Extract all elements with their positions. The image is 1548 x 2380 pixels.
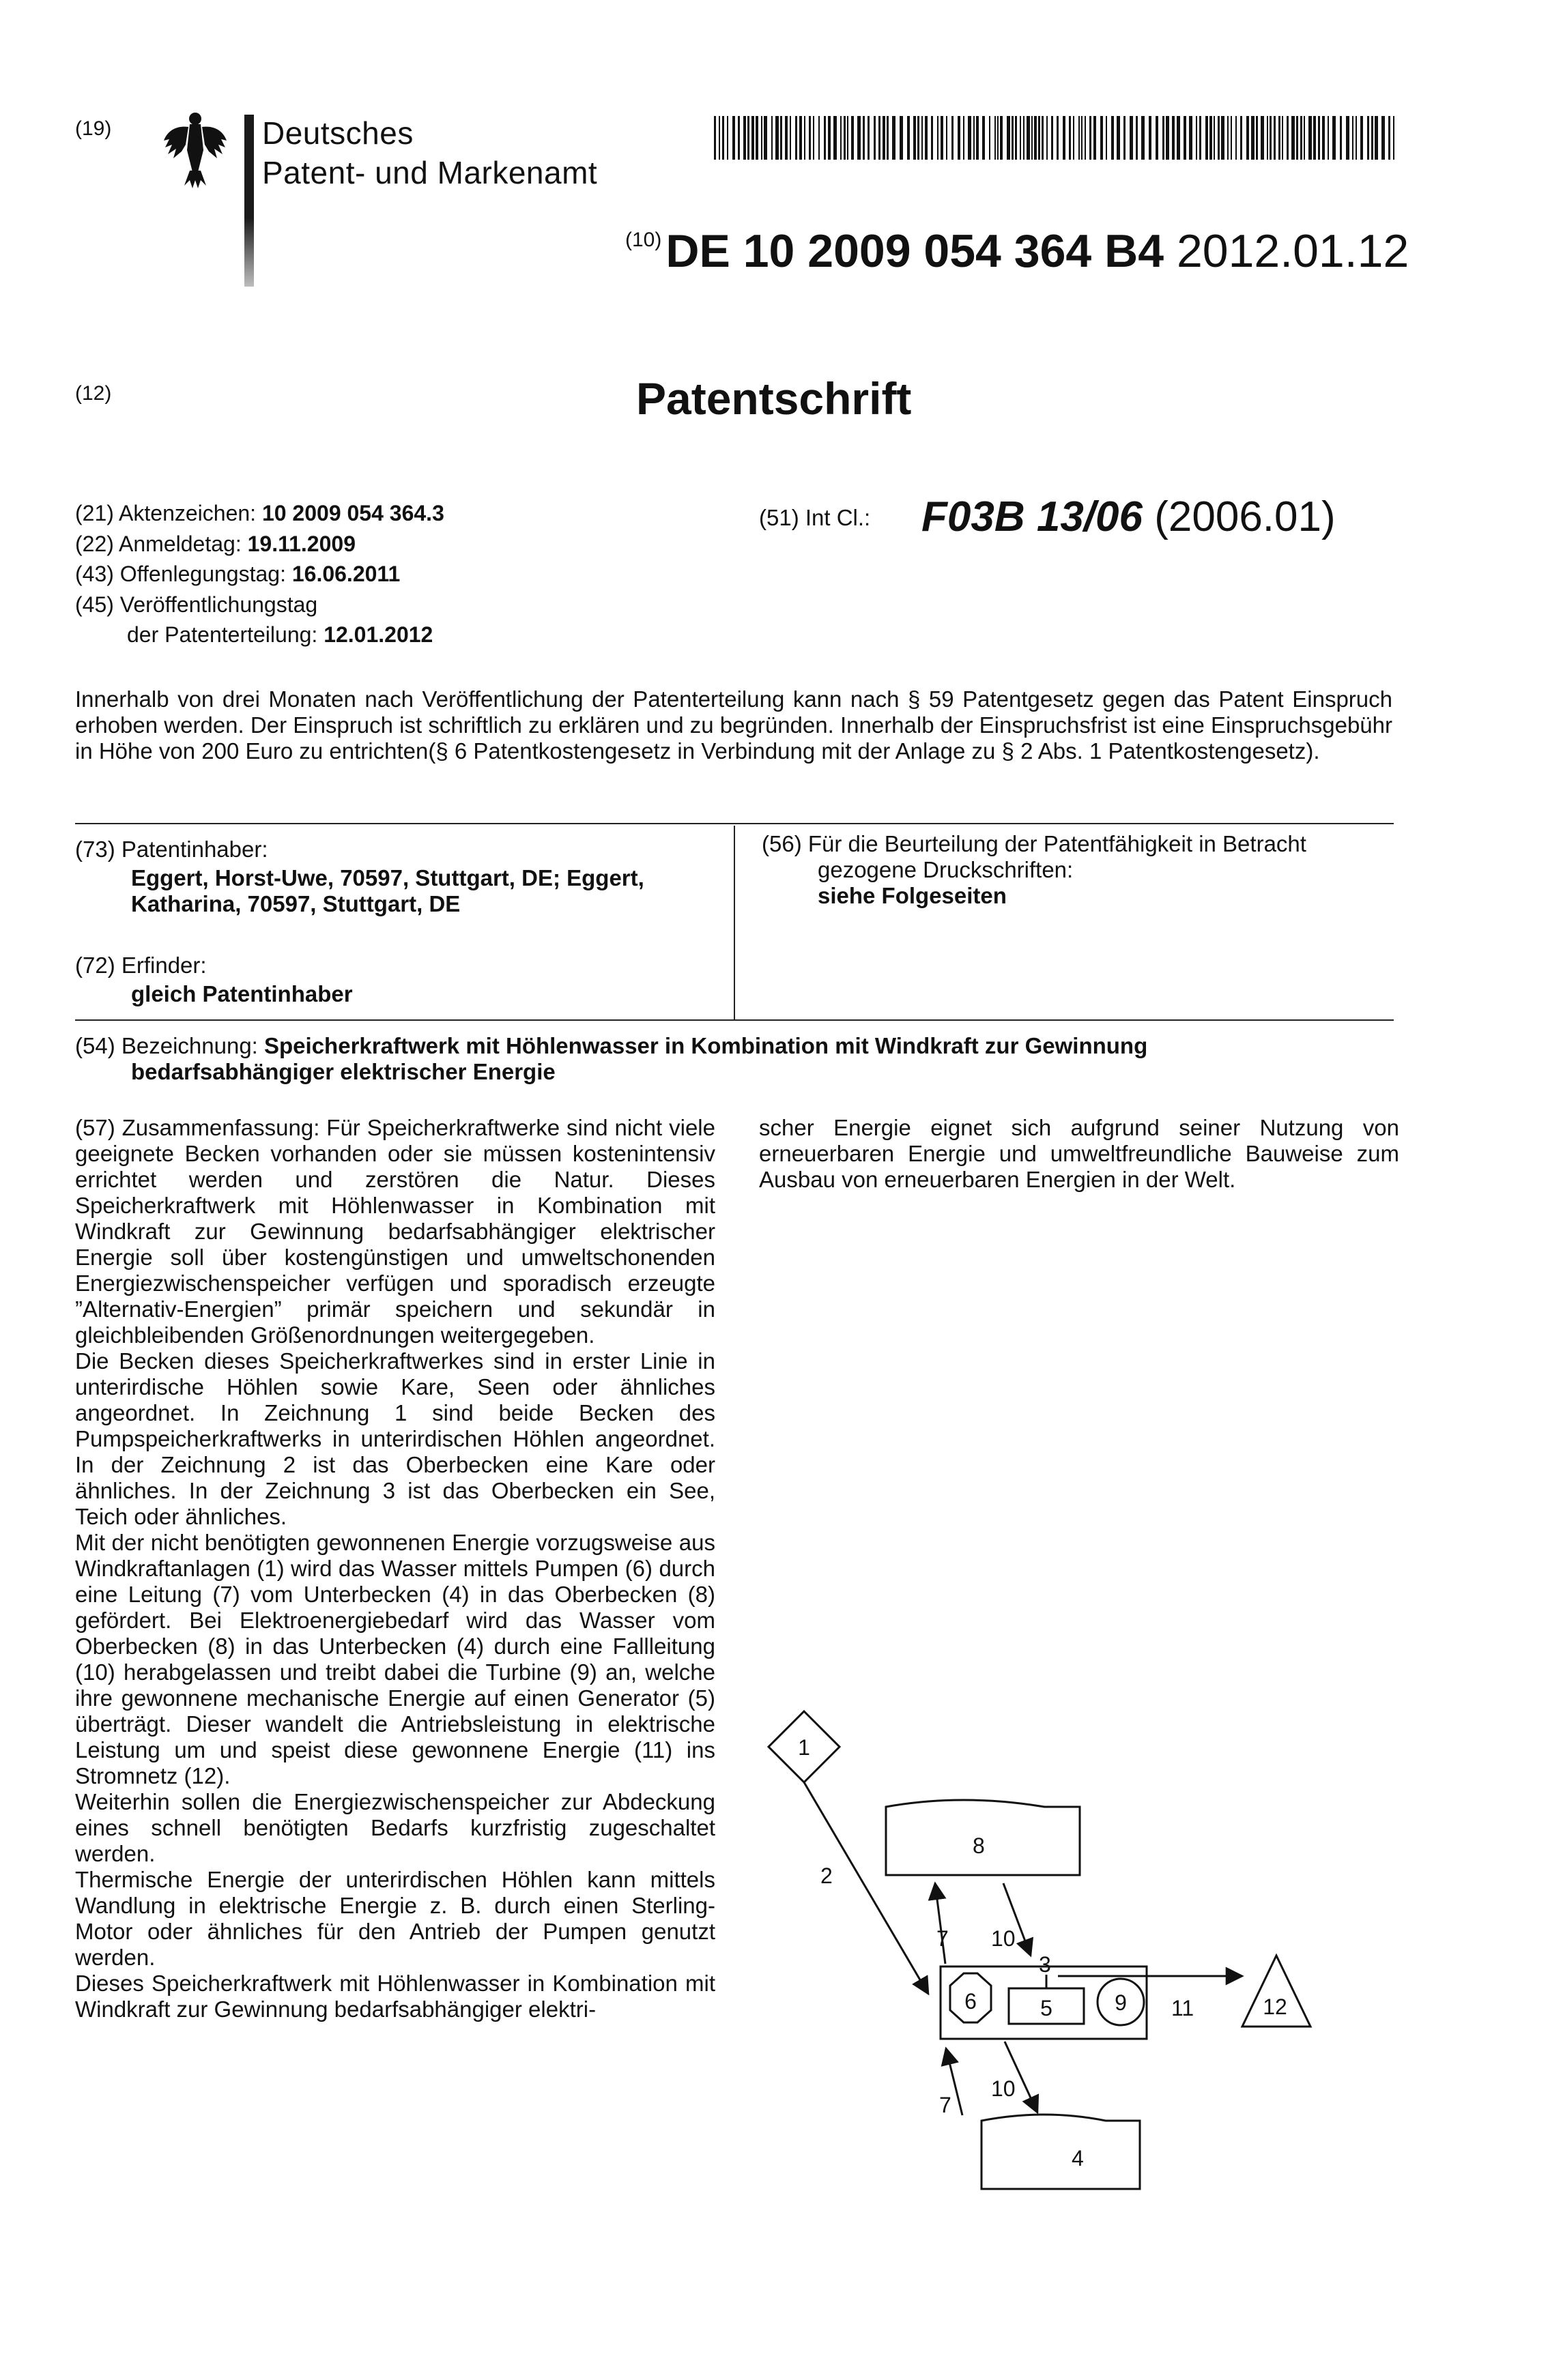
label-4: 4 xyxy=(1072,2146,1084,2171)
barcode-bar xyxy=(1111,116,1114,160)
label-7-upper: 7 xyxy=(936,1926,949,1951)
barcode-bar xyxy=(1227,116,1229,160)
designation-title-2: bedarfsabhängiger elektrischer Energie xyxy=(131,1059,556,1084)
barcode-bar xyxy=(1117,116,1120,160)
office-line-1: Deutsches xyxy=(262,115,414,151)
abstract-paragraph: Die Becken dieses Speicherkraftwerkes sind in erster Linie in unterirdische Höhlen sowie Kare, Seen oder ähnliches angeordnet. In Zeichnung 1 sind beide Becken des Pumpspeicherkraftwerks in unterirdischen Höhlen angeordnet. In der Zeichnung 2 ist das Oberbecken eine Kare oder ähnliches. In der Zeichnung 3 ist das Oberbecken ein See, Teich oder ähnliches. xyxy=(75,1348,715,1529)
document-type: Patentschrift xyxy=(636,373,912,424)
label-8: 8 xyxy=(973,1833,985,1858)
barcode-bar xyxy=(743,116,746,160)
barcode-bar xyxy=(764,116,767,160)
barcode-bar xyxy=(756,116,758,160)
barcode-bar xyxy=(1177,116,1180,160)
field-21: (21) Aktenzeichen: 10 2009 054 364.3 xyxy=(75,501,444,525)
lower-reservoir xyxy=(981,2115,1140,2189)
barcode-bar xyxy=(1196,116,1197,160)
label-7-lower: 7 xyxy=(939,2093,951,2117)
pipe-7-upper xyxy=(935,1883,945,1964)
abstract-paragraph: Weiterhin sollen die Energiezwischenspeicher zur Abdeckung eines schnell benötigten Bedarfs kurzfristig zugeschaltet werden. xyxy=(75,1789,715,1866)
barcode-bar xyxy=(951,116,954,160)
label-3: 3 xyxy=(1039,1952,1051,1977)
barcode-bar xyxy=(1328,116,1329,160)
barcode-bar xyxy=(1356,116,1357,160)
barcode-bar xyxy=(1246,116,1249,160)
barcode-bar xyxy=(878,116,880,160)
barcode-bar xyxy=(1020,116,1021,160)
designation-title-1: Speicherkraftwerk mit Höhlenwasser in Kombination mit Windkraft zur Gewinnung xyxy=(264,1033,1148,1058)
barcode-bar xyxy=(1360,116,1363,160)
barcode-bar xyxy=(1078,116,1080,160)
barcode-bar xyxy=(1089,116,1091,160)
barcode-bar xyxy=(1100,116,1103,160)
barcode-bar xyxy=(1340,116,1342,160)
barcode-bar xyxy=(738,116,740,160)
label-12: 12 xyxy=(1263,1994,1287,2019)
abstract-column-left xyxy=(75,1115,715,2022)
abstract-paragraph: Mit der nicht benötigten gewonnenen Energie vorzugsweise aus Windkraftanlagen (1) wird das Wasser mittels Pumpen (6) durch eine Leitung (7) vom Unterbecken (4) in das Oberbecken (8) gefördert. Bei Elektroenergiebedarf wird das Wasser vom Oberbecken (8) in das Unterbecken (4) durch eine Fallleitung (10) herabgelassen und treibt dabei die Turbine (9) an, welche ihre gewonnene mechanische Energie auf einen Generator (5) überträgt. Dieser wandelt die Antriebsleistung in elektrische Leistung um und speist diese gewonnene Energie (11) ins Stromnetz (12). xyxy=(75,1530,715,1788)
document-number xyxy=(625,213,1409,278)
barcode-bar xyxy=(1063,116,1065,160)
barcode-bar xyxy=(994,116,996,160)
barcode-bar xyxy=(868,116,870,160)
barcode-bar xyxy=(1278,116,1280,160)
barcode-bar xyxy=(790,116,791,160)
office-bar xyxy=(244,115,254,287)
barcode-bar xyxy=(937,116,938,160)
barcode-bar xyxy=(1291,116,1295,160)
barcode-bar xyxy=(1381,116,1385,160)
barcode-bar xyxy=(840,116,842,160)
barcode-bar xyxy=(907,116,910,160)
barcode-bar xyxy=(874,116,876,160)
barcode-bar xyxy=(719,116,720,160)
barcode-bar xyxy=(1352,116,1353,160)
barcode-bar xyxy=(1388,116,1390,160)
owner-label: (73) Patentinhaber: xyxy=(75,837,268,862)
barcode-bar xyxy=(1296,116,1298,160)
label-9: 9 xyxy=(1115,1990,1127,2015)
owner-value: Eggert, Horst-Uwe, 70597, Stuttgart, DE; Eggert, Katharina, 70597, Stuttgart, DE xyxy=(131,865,644,916)
barcode-bar xyxy=(1231,116,1232,160)
barcode-bar xyxy=(1000,116,1003,160)
barcode-bar xyxy=(1034,116,1037,160)
barcode-bar xyxy=(1313,116,1316,160)
inid-19: (19) xyxy=(75,117,112,140)
inventor-section xyxy=(75,953,717,1007)
abstract-paragraph: Thermische Energie der unterirdischen Höhlen kann mittels Wandlung in elektrische Energie z. B. durch einen Sterling-Motor oder ähnliches für den Antrieb der Pumpen genutzt werden. xyxy=(75,1867,715,1970)
citations-section xyxy=(762,831,1403,909)
barcode-bar xyxy=(963,116,964,160)
barcode-bar xyxy=(1332,116,1336,160)
barcode-bar xyxy=(1322,116,1325,160)
barcode-bar xyxy=(775,116,779,160)
barcode-bar xyxy=(1308,116,1312,160)
label-5: 5 xyxy=(1040,1996,1052,2020)
divider-vertical xyxy=(734,826,735,1021)
barcode-bar xyxy=(1189,116,1192,160)
barcode-bar xyxy=(804,116,805,160)
barcode-bar xyxy=(833,116,837,160)
barcode-bar xyxy=(747,116,749,160)
owner-section xyxy=(75,837,717,917)
barcode-bar xyxy=(1123,116,1126,160)
field-43: (43) Offenlegungstag: 16.06.2011 xyxy=(75,562,401,586)
barcode-bar xyxy=(1141,116,1145,160)
field-22: (22) Anmeldetag: 19.11.2009 xyxy=(75,531,356,556)
bibliographic-data xyxy=(75,498,444,650)
barcode-bar xyxy=(1367,116,1369,160)
barcode-bar xyxy=(1027,116,1030,160)
barcode-bar xyxy=(727,116,728,160)
barcode-bar xyxy=(1073,116,1074,160)
barcode-bar xyxy=(968,116,971,160)
barcode-bar xyxy=(851,116,854,160)
barcode-bar xyxy=(982,116,985,160)
opposition-notice: Innerhalb von drei Monaten nach Veröffentlichung der Patenterteilung kann nach § 59 Patentgesetz gegen das Patent Einspruch erhoben werden. Der Einspruch ist schriftlich zu erklären und zu begründen. Innerhalb der Einspruchsfrist ist eine Einspruchsgebühr in Höhe von 200 Euro zu entrichten(§ 6 Patentkostengesetz in Verbindung mit der Anlage zu § 2 Abs. 1 Patentkostengesetz). xyxy=(75,686,1392,764)
divider-top xyxy=(75,823,1394,824)
citations-label-1: (56) Für die Beurteilung der Patentfähigkeit in Betracht xyxy=(762,831,1306,856)
barcode-bar xyxy=(1375,116,1378,160)
barcode-bar xyxy=(1287,116,1289,160)
barcode-bar xyxy=(785,116,788,160)
barcode-bar xyxy=(795,116,797,160)
barcode-bar xyxy=(913,116,916,160)
barcode-bar xyxy=(828,116,831,160)
barcode-bar xyxy=(809,116,811,160)
barcode-bar xyxy=(1085,116,1086,160)
barcode-bar xyxy=(1042,116,1044,160)
barcode-bar xyxy=(973,116,975,160)
barcode-bar xyxy=(1081,116,1083,160)
barcode-bar xyxy=(921,116,923,160)
barcode-bar xyxy=(1093,116,1096,160)
barcode-bar xyxy=(732,116,735,160)
barcode-bar xyxy=(1205,116,1208,160)
barcode-bar xyxy=(989,116,990,160)
barcode-bar xyxy=(1156,116,1158,160)
barcode-bar xyxy=(883,116,885,160)
barcode-bar xyxy=(1240,116,1242,160)
patent-office-name xyxy=(262,113,597,192)
abstract-column-right: scher Energie eignet sich aufgrund seiner Nutzung von erneuerbaren Energie und umweltfreundliche Bauweise zum Ausbau von erneuerbaren Energien in der Welt. xyxy=(759,1115,1399,1192)
schematic-drawing xyxy=(737,1679,1338,2252)
barcode-bar xyxy=(1015,116,1017,160)
barcode-bar xyxy=(1199,116,1201,160)
barcode-bar xyxy=(844,116,846,160)
divider-bottom xyxy=(75,1019,1394,1021)
barcode-bar xyxy=(1130,116,1133,160)
barcode-bar xyxy=(1304,116,1305,160)
field-45: der Patenterteilung: 12.01.2012 xyxy=(127,622,433,647)
inid-12: (12) xyxy=(75,382,112,405)
barcode-bar xyxy=(1251,116,1255,160)
barcode-bar xyxy=(813,116,814,160)
publication-number: DE 10 2009 054 364 B4 xyxy=(665,225,1164,277)
label-2: 2 xyxy=(820,1863,833,1888)
label-11: 11 xyxy=(1171,1996,1194,2020)
barcode-bar xyxy=(958,116,960,160)
citations-label-2: gezogene Druckschriften: xyxy=(818,857,1074,882)
barcode-bar xyxy=(1267,116,1268,160)
designation-label: (54) Bezeichnung: xyxy=(75,1033,258,1058)
barcode-bar xyxy=(1300,116,1302,160)
barcode-bar xyxy=(799,116,802,160)
inid-10: (10) xyxy=(625,229,662,251)
label-10-lower: 10 xyxy=(991,2076,1016,2101)
barcode-bar xyxy=(946,116,947,160)
ipc-classification xyxy=(921,493,1336,541)
barcode-bar xyxy=(722,116,724,160)
ipc-version: (2006.01) xyxy=(1154,493,1336,540)
barcode-bar xyxy=(1007,116,1010,160)
barcode-bar xyxy=(863,116,865,160)
field-45-label: (45) Veröffentlichungstag xyxy=(75,592,318,617)
barcode-bar xyxy=(847,116,848,160)
barcode-bar xyxy=(1162,116,1164,160)
energy-line-2 xyxy=(804,1782,928,1994)
barcode-bar xyxy=(1282,116,1283,160)
abstract-paragraph: (57) Zusammenfassung: Für Speicherkraftwerke sind nicht viele geeignete Becken vorhanden oder sie müssen kostenintensiv errichtet werden und zerstören die Natur. Dieses Speicherkraftwerk mit Höhlenwasser in Kombination mit Windkraft zur Gewinnung bedarfsabhängiger elektrischer Energie soll über kostengünstigen und umweltschonenden Energiezwischenspeicher verfügen und sporadisch erzeugte ”Alternativ-Energien” primär speichern und sekundär in gleichbleibenden Größenordnungen weitergegeben. xyxy=(75,1115,715,1348)
barcode-bar xyxy=(824,116,826,160)
barcode-bar xyxy=(1057,116,1059,160)
label-1: 1 xyxy=(798,1735,810,1760)
barcode-bar xyxy=(1270,116,1272,160)
label-10-upper: 10 xyxy=(991,1926,1016,1951)
federal-eagle-icon xyxy=(162,109,228,191)
ipc-code: F03B 13/06 xyxy=(921,493,1143,540)
barcode xyxy=(714,116,1396,160)
barcode-bar xyxy=(1393,116,1394,160)
barcode-bar xyxy=(780,116,782,160)
barcode-bar xyxy=(1274,116,1276,160)
barcode-bar xyxy=(1051,116,1053,160)
barcode-bar xyxy=(751,116,754,160)
abstract-label: (57) Zusammenfassung: xyxy=(75,1115,320,1140)
barcode-bar xyxy=(1214,116,1215,160)
barcode-bar xyxy=(976,116,979,160)
barcode-bar xyxy=(892,116,895,160)
barcode-bar xyxy=(857,116,861,160)
barcode-bar xyxy=(1209,116,1212,160)
barcode-bar xyxy=(931,116,933,160)
barcode-bar xyxy=(1136,116,1138,160)
barcode-bar xyxy=(1261,116,1264,160)
designation xyxy=(75,1033,1399,1085)
barcode-bar xyxy=(1371,116,1373,160)
barcode-bar xyxy=(1346,116,1349,160)
barcode-bar xyxy=(887,116,889,160)
barcode-bar xyxy=(1256,116,1258,160)
barcode-bar xyxy=(997,116,999,160)
barcode-bar xyxy=(771,116,773,160)
barcode-bar xyxy=(1172,116,1175,160)
barcode-bar xyxy=(1235,116,1237,160)
barcode-bar xyxy=(1046,116,1048,160)
barcode-bar xyxy=(1031,116,1033,160)
barcode-bar xyxy=(1318,116,1320,160)
barcode-bar xyxy=(1184,116,1186,160)
inventor-value: gleich Patentinhaber xyxy=(131,981,353,1006)
publication-date: 2012.01.12 xyxy=(1176,225,1409,277)
citations-value: siehe Folgeseiten xyxy=(818,883,1007,908)
barcode-bar xyxy=(1218,116,1220,160)
barcode-bar xyxy=(1221,116,1224,160)
barcode-bar xyxy=(818,116,820,160)
office-line-2: Patent- und Markenamt xyxy=(262,155,598,190)
barcode-bar xyxy=(917,116,919,160)
barcode-bar xyxy=(900,116,903,160)
barcode-bar xyxy=(1166,116,1169,160)
label-6: 6 xyxy=(964,1989,977,2014)
barcode-bar xyxy=(941,116,943,160)
barcode-bar xyxy=(1069,116,1071,160)
inventor-label: (72) Erfinder: xyxy=(75,953,207,978)
ipc-label: (51) Int Cl.: xyxy=(759,505,871,530)
abstract-paragraph: Dieses Speicherkraftwerk mit Höhlenwasser in Kombination mit Windkraft zur Gewinnung bedarfsabhängiger elektri- xyxy=(75,1971,715,2022)
barcode-bar xyxy=(925,116,928,160)
barcode-bar xyxy=(1106,116,1107,160)
barcode-bar xyxy=(1012,116,1014,160)
barcode-bar xyxy=(761,116,762,160)
barcode-bar xyxy=(714,116,716,160)
barcode-bar xyxy=(1023,116,1024,160)
barcode-bar xyxy=(1149,116,1151,160)
barcode-bar xyxy=(1038,116,1040,160)
